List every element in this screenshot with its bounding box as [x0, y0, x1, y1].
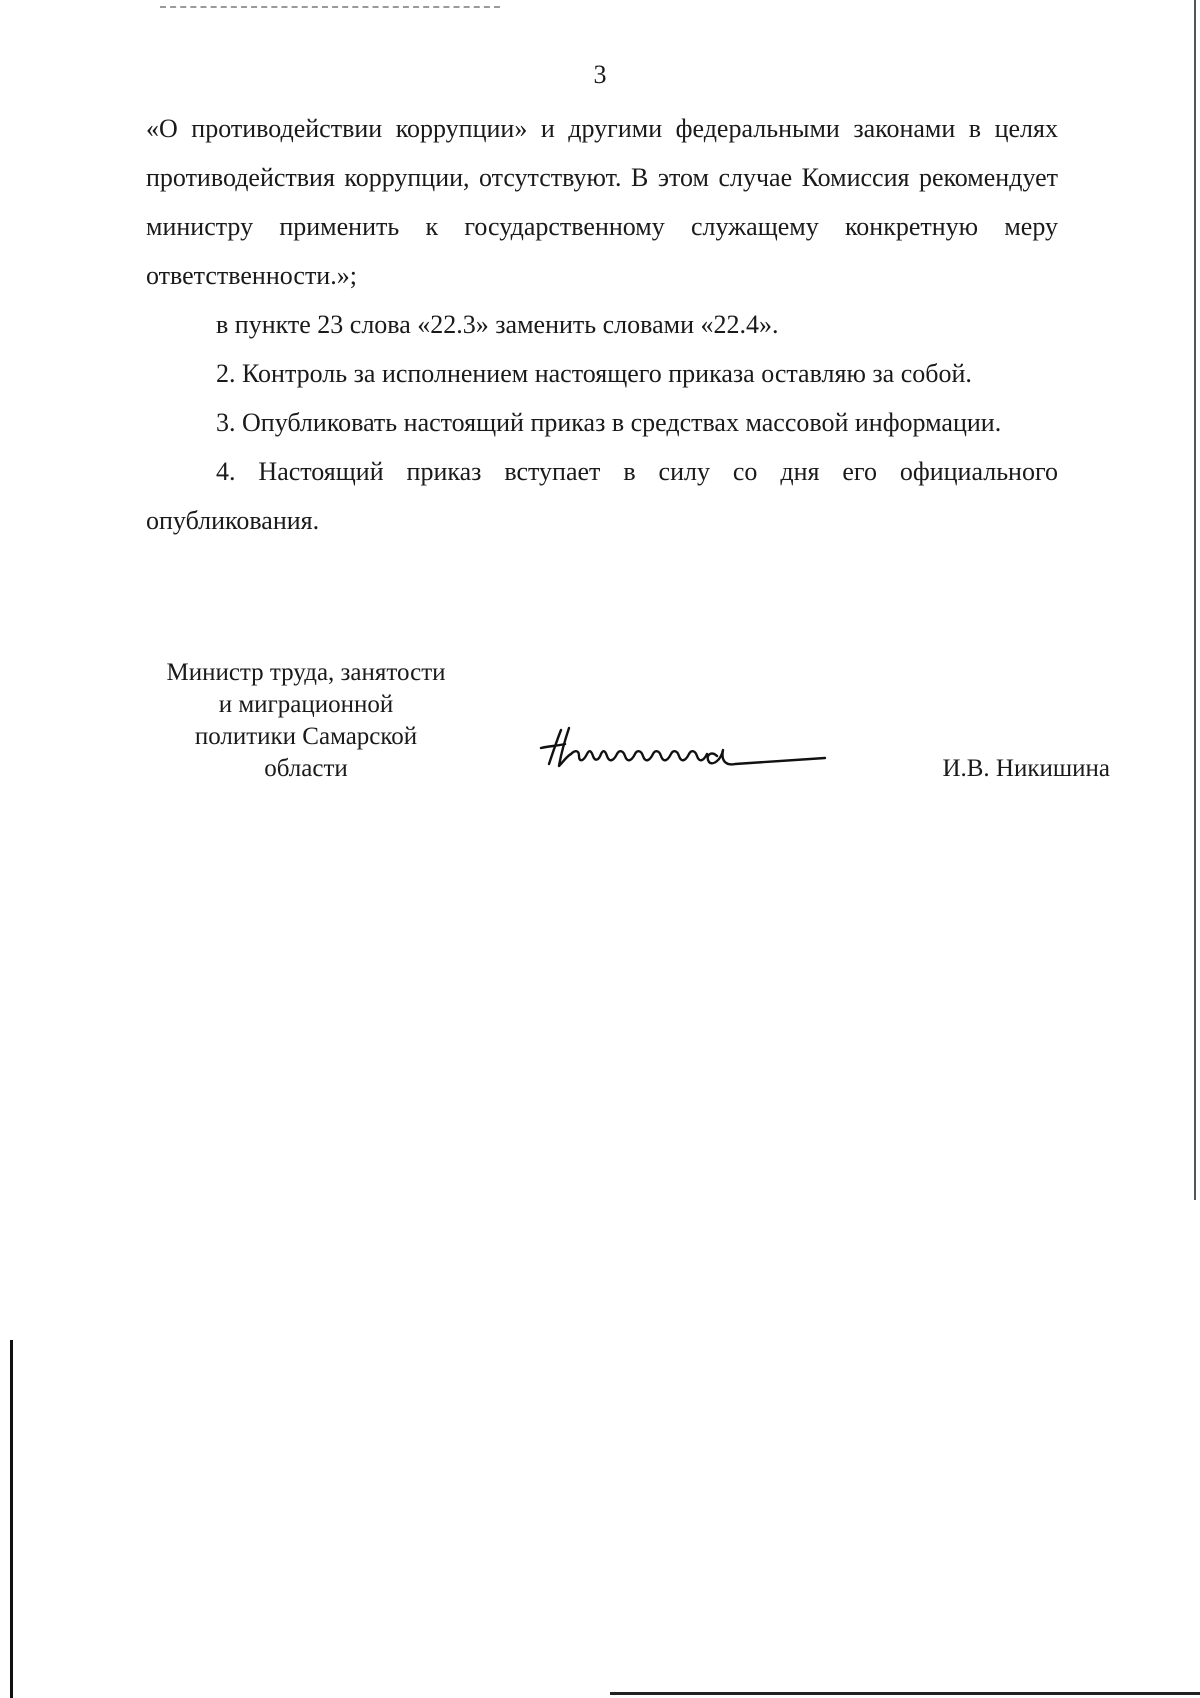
- page-number: 3: [593, 60, 607, 89]
- signer-title-line: политики Самарской: [194, 723, 418, 750]
- document-body: [146, 104, 1058, 545]
- paragraph-item-4: 4. Настоящий приказ вступает в силу со дня его официального опубликования.: [146, 457, 1058, 535]
- scan-edge-top: [160, 6, 500, 8]
- paragraph-continuation: «О противодействии коррупции» и другими федеральными законами в целях противодействия коррупции, отсутствуют. В этом случае Комиссия рекомендует министру применить к государственному служащему конкретную меру ответственности.»;: [146, 114, 1058, 290]
- signer-title: [146, 657, 466, 785]
- scan-edge-left: [10, 1340, 13, 1698]
- signer-title-line: области: [264, 755, 348, 782]
- signer-title-line: Министр труда, занятости: [166, 659, 446, 686]
- scan-edge-right: [1194, 0, 1196, 1200]
- handwritten-signature: [535, 720, 835, 780]
- paragraph-item-3: 3. Опубликовать настоящий приказ в средствах массовой информации.: [216, 408, 1002, 437]
- signer-title-line: и миграционной: [218, 691, 394, 718]
- paragraph-item-2: 2. Контроль за исполнением настоящего приказа оставляю за собой.: [216, 359, 972, 388]
- paragraph-amendment: в пункте 23 слова «22.3» заменить словами «22.4».: [216, 310, 779, 339]
- signer-name: И.В. Никишина: [942, 755, 1110, 782]
- scan-edge-bottom: [610, 1692, 1200, 1695]
